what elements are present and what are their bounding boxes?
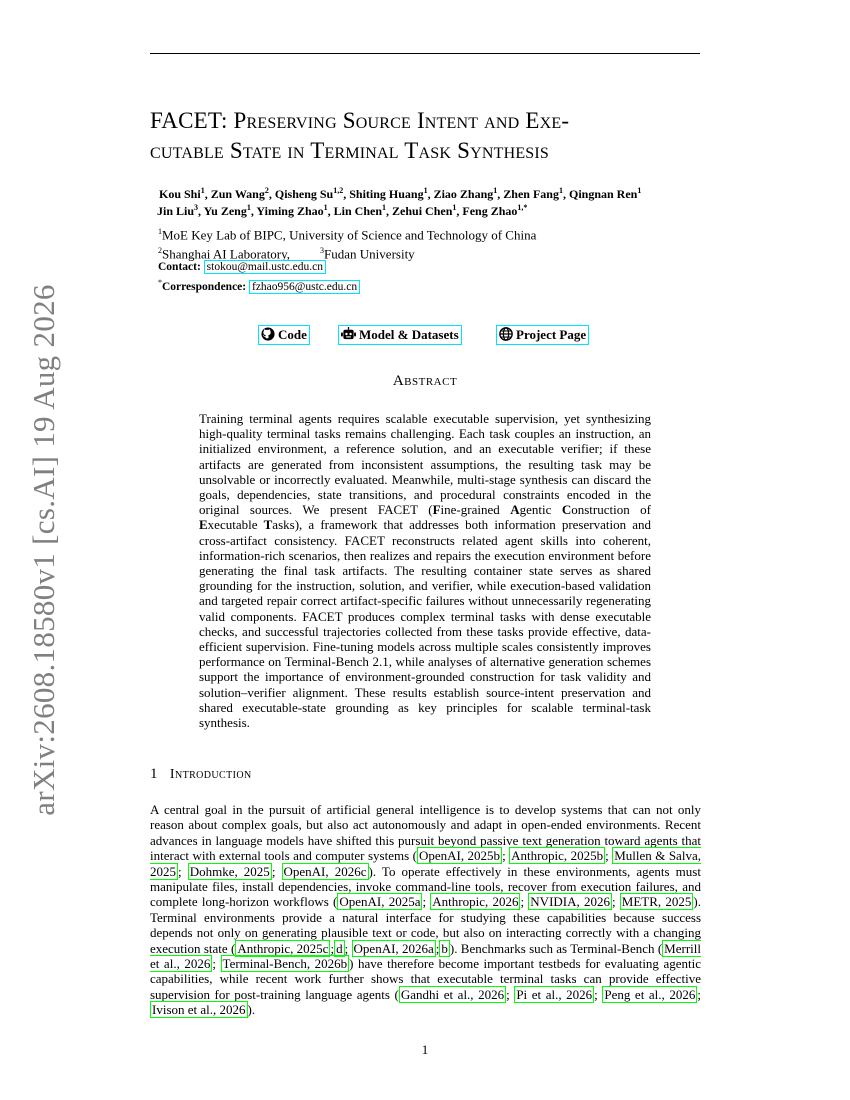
affil-text: Fudan University (324, 246, 415, 262)
citation-link[interactable]: NVIDIA, 2026 (530, 894, 610, 910)
author: Zun Wang (210, 187, 265, 201)
body-text: ). To operate effectively in these environments, agents must manipulate files, install dependencies, invoke command-line tools, recover from execution failures, and complete long-horizon workflows ( (150, 863, 701, 910)
author: Qisheng Su (274, 187, 334, 201)
corr-mark: * (158, 278, 162, 287)
citation-link[interactable]: Peng et al., 2026 (604, 986, 696, 1002)
affil-text: Shanghai AI Laboratory, (162, 246, 291, 262)
body-text: ). (247, 1002, 256, 1018)
author-line-2: Jin Liu$^3$, Yu Zeng$^1$, Yiming Zhao$^1$, Lin Chen$^1$, Zehui Chen$^1$, Feng Zhao$^{1,*}$ (157, 203, 528, 218)
author-affil: 1 (423, 186, 428, 195)
code-link-label: Code (278, 327, 307, 342)
affil-mark: 1 (158, 227, 162, 236)
author-affil: 1 (200, 186, 205, 195)
author-line-1: Kou Shi$^1$, Zun Wang$^2$, Qisheng Su$^{1,2}$, Shiting Huang$^1$, Ziao Zhang$^1$, Zhen Fang$^1$, Qingnan Ren$^1$ (159, 186, 642, 201)
abstract-text: Training terminal agents requires scalable executable supervision, yet synthesizing high-quality terminal tasks remains challenging. Each task couples an instruction, an initialized environment, a reference solution, and an executable verifier; if these artifacts are generated from inconsistent assumptions, the resulting task may be unsolvable or incorrectly evaluated. Meanwhile, multi-stage synthesis can discard the goals, dependencies, state transitions, and procedural constraints encoded in the original sources. We present FACET ( (199, 411, 651, 518)
citation-link[interactable]: OpenAI, 2025b (418, 848, 501, 864)
affil-text: MoE Key Lab of BIPC, University of Science and Technology of China (162, 227, 537, 243)
author-list (159, 186, 699, 220)
author: Yiming Zhao (256, 204, 324, 218)
author: Kou Shi (159, 187, 201, 201)
acronym-letter: E (199, 517, 208, 533)
author: Jin Liu (157, 204, 195, 218)
author-affil: 1 (246, 203, 251, 212)
title-line-2: cutable State in Terminal Task Synthesis (150, 138, 550, 163)
abstract-body (199, 411, 651, 730)
resource-links (0, 325, 850, 345)
author: Ziao Zhang (433, 187, 494, 201)
arxiv-stamp[interactable]: arXiv:2608.18580v1 [cs.AI] 19 Aug 2026 (26, 284, 61, 816)
acronym-letter: F (432, 502, 441, 518)
author-affil: 1 (382, 203, 387, 212)
abstract-text: asks (272, 517, 295, 533)
project-page-label: Project Page (516, 327, 587, 342)
model-datasets-link[interactable] (338, 325, 462, 345)
citation-link[interactable]: Merrill et al., 2026 (150, 940, 701, 972)
contact-line (158, 259, 360, 275)
robot-icon (341, 327, 356, 341)
body-text: ). Terminal environments provide a natural interface for studying these capabilities because success depends not only on generating plausible text or code, but also on interacting correctly with a changing execution state ( (150, 894, 701, 956)
author: Lin Chen (333, 204, 383, 218)
top-rule (150, 53, 700, 54)
body-text: A central goal in the pursuit of artificial general intelligence is to develop systems that can not only reason about complex goals, but also act autonomously and adapt in open-ended environments. Recent advances in language models have shifted this pursuit beyond passive text generation toward agents that interact with external tools and computer systems ( (150, 802, 701, 864)
correspondence-email-link[interactable]: fzhao956@ustc.edu.cn (249, 280, 360, 294)
affiliation-1 (158, 224, 536, 243)
affil-mark: 2 (158, 246, 162, 256)
citation-link[interactable]: Anthropic, 2025b (511, 848, 604, 864)
paper-title (150, 106, 710, 166)
contact-block (158, 259, 360, 295)
section-title: Introduction (169, 767, 252, 782)
acronym-letter: A (510, 502, 520, 518)
citation-link[interactable]: Dohmke, 2025 (189, 863, 270, 879)
author: Yu Zeng (203, 204, 247, 218)
citation-link[interactable]: OpenAI, 2025a (339, 894, 421, 910)
author-affil: 2 (264, 186, 269, 195)
citation-link[interactable]: OpenAI, 2026a (353, 940, 434, 956)
author-affil: 1 (323, 203, 328, 212)
contact-label: Contact: (158, 261, 201, 273)
author: Feng Zhao (462, 204, 518, 218)
corr-label: Correspondence: (162, 280, 247, 293)
affiliations (158, 224, 536, 263)
abstract-text: ine-grained (440, 502, 511, 518)
body-text: ) have therefore become important testbeds for evaluating agentic capabilities, while recent work further shows that executable terminal tasks can provide effective supervision for post-training language agents ( (150, 956, 702, 1002)
citation-link[interactable]: d (336, 940, 343, 956)
citation-link[interactable]: Terminal-Bench, 2026b (222, 956, 348, 972)
citation-link[interactable]: Mullen & Salva, 2025 (150, 848, 701, 879)
citation-link[interactable]: Anthropic, 2026 (432, 894, 519, 910)
project-page-link[interactable] (496, 325, 589, 345)
abstract-heading: Abstract (392, 373, 458, 389)
author: Shiting Huang (349, 187, 424, 201)
author: Qingnan Ren (568, 187, 638, 201)
introduction-paragraph: A central goal in the pursuit of artificial general intelligence is to develop systems that can not only reason about complex goals, but also act autonomously and adapt in open-ended environments. Recent advances in language models have shifted this pursuit beyond passive text generation toward agents that interact with external tools and computer systems ( OpenAI, 2025b ; Anthropic, 2025b ; Mullen & Salva, 2025 ; Dohmke, 2025 ; OpenAI, 2026c ). To operate effectively in these environments, agents must manipulate files, install dependencies, invoke command-line tools, recover from execution failures, and complete long-horizon workflows ( OpenAI, 2025a ; Anthropic, 2026 ; NVIDIA, 2026 ; METR, 2025 ). Terminal environments provide a natural interface for studying these capabilities because success depends not only on generating plausible text or code, but also on interacting correctly with a changing execution state ( Anthropic, 2025c ; d ; OpenAI, 2026a ; b ). Benchmarks such as Terminal-Bench ( Merrill et al., 2026 ; Terminal-Bench, 2026b ) have therefore become important testbeds for evaluating agentic capabilities, while recent work further shows that executable terminal tasks can provide effective supervision for post-training language agents ( Gandhi et al., 2026 ; Pi et al., 2026 ; Peng et al., 2026 ; Ivison et al., 2026 ). (150, 802, 702, 1018)
author-affil: 1 (493, 186, 498, 195)
author-affil: 3 (194, 203, 199, 212)
contact-email-link[interactable]: stokou@mail.ustc.edu.cn (204, 260, 326, 274)
acronym-letter: T (263, 517, 273, 533)
model-datasets-label: Model & Datasets (359, 327, 459, 342)
code-link[interactable] (258, 325, 310, 345)
author: Zehui Chen (392, 204, 453, 218)
title-line-1: FACET: Preserving Source Intent and Exe- (150, 108, 570, 133)
abstract-text: gentic (519, 502, 562, 518)
citation-link[interactable]: Gandhi et al., 2026 (400, 986, 505, 1002)
citation-link[interactable]: Pi et al., 2026 (516, 986, 593, 1002)
section-heading (150, 766, 252, 783)
citation-link[interactable]: Ivison et al., 2026 (152, 1002, 246, 1018)
author-affil: 1,* (517, 203, 528, 212)
affil-mark: 3 (320, 246, 325, 256)
page-number: 1 (421, 1042, 429, 1057)
body-text: ). Benchmarks such as Terminal-Bench ( (449, 940, 663, 956)
acronym-letter: C (561, 502, 572, 518)
author: Zhen Fang (503, 187, 559, 201)
abstract-text: onstruction of (571, 502, 652, 518)
section-number: 1 (150, 766, 158, 782)
citation-link[interactable]: OpenAI, 2026c (283, 863, 367, 879)
citation-link[interactable]: METR, 2025 (621, 894, 692, 910)
correspondence-line (158, 275, 360, 295)
abstract-text: ), a framework that addresses both information preservation and cross-artifact consistency. FACET reconstructs related agent skills into coherent, information-rich scenarios, then realizes and repairs the execution environment before generating the final task artifacts. The resulting container state serves as shared grounding for the instruction, solution, and verifier, while execution-based validation and targeted repair correct artifact-specific failures without unnecessarily regenerating valid components. FACET produces complex terminal tasks with dense executable checks, and successful trajectories collected from these tasks provide effective, data-efficient supervision. Fine-tuning models across multiple scales consistently improves performance on Terminal-Bench 2.1, while analyses of alternative generation schemes support the importance of environment-grounded construction for task validity and solution–verifier alignment. These results establish source-intent preservation and shared executable-state grounding as key principles for scalable terminal-task synthesis. (199, 517, 651, 731)
author-affil: 1 (452, 203, 457, 212)
abstract-text: xecutable (207, 517, 264, 533)
author-affil: 1 (558, 186, 563, 195)
author-affil: 1 (637, 186, 642, 195)
author-affil: 1,2 (333, 186, 344, 195)
citation-link[interactable]: b (441, 940, 448, 956)
citation-link[interactable]: Anthropic, 2025c (237, 940, 329, 956)
globe-icon (499, 327, 513, 341)
github-icon (261, 327, 275, 341)
